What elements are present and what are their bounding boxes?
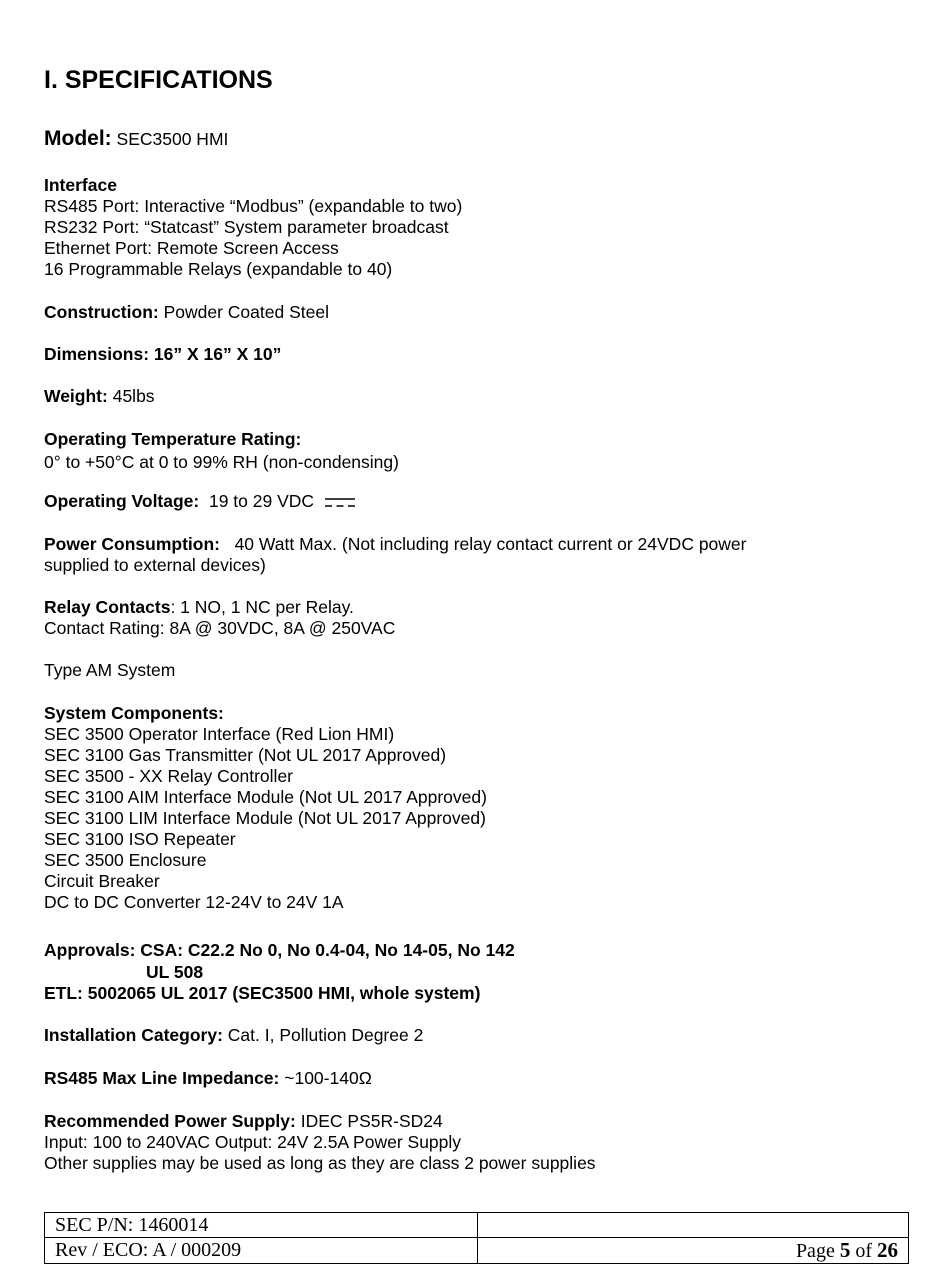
voltage-label: Operating Voltage: [44, 491, 200, 511]
power-supply-value: IDEC PS5R-SD24 [300, 1111, 443, 1131]
power-value-continued: supplied to external devices) [44, 555, 266, 575]
power-supply-line: Other supplies may be used as long as they are class 2 power supplies [44, 1153, 596, 1173]
power-supply-line: Input: 100 to 240VAC Output: 24V 2.5A Power Supply [44, 1132, 462, 1152]
interface-line: Ethernet Port: Remote Screen Access [44, 238, 339, 258]
components-label: System Components: [44, 703, 224, 723]
model-value: SEC3500 HMI [116, 129, 229, 149]
construction-row [44, 302, 329, 323]
power-label: Power Consumption: [44, 534, 220, 554]
installation-label: Installation Category: [44, 1025, 223, 1045]
type-system: Type AM System [44, 660, 176, 680]
relay-value: : 1 NO, 1 NC per Relay. [170, 597, 354, 617]
power-value: 40 Watt Max. (Not including relay contact current or 24VDC power [234, 534, 747, 554]
page-prefix: Page [795, 1240, 835, 1262]
power-supply-row [44, 1111, 443, 1132]
interface-label: Interface [44, 175, 117, 195]
component-item: SEC 3500 Enclosure [44, 850, 207, 870]
component-item: SEC 3500 Operator Interface (Red Lion HMI) [44, 724, 395, 744]
construction-label: Construction: [44, 302, 159, 322]
approvals-line: Approvals: CSA: C22.2 No 0, No 0.4-04, No 14-05, No 142 [44, 940, 515, 960]
model-label: Model: [44, 127, 112, 150]
installation-value: Cat. I, Pollution Degree 2 [227, 1025, 424, 1045]
voltage-row [44, 491, 355, 512]
interface-line: RS232 Port: “Statcast” System parameter broadcast [44, 217, 449, 237]
footer-empty-cell [478, 1213, 909, 1238]
dimensions-row [44, 344, 281, 365]
impedance-row [44, 1068, 372, 1089]
component-item: SEC 3100 LIM Interface Module (Not UL 2017 Approved) [44, 808, 486, 828]
footer-row [45, 1238, 909, 1264]
dc-symbol-icon [325, 496, 355, 508]
approvals-line: UL 508 [146, 962, 204, 982]
weight-value: 45lbs [112, 386, 155, 406]
voltage-value: 19 to 29 VDC [208, 491, 315, 511]
part-number: SEC P/N: 1460014 [45, 1213, 478, 1238]
component-item: Circuit Breaker [44, 871, 160, 891]
footer-row [45, 1213, 909, 1238]
construction-value: Powder Coated Steel [163, 302, 329, 322]
approvals-line: ETL: 5002065 UL 2017 (SEC3500 HMI, whole system) [44, 983, 481, 1003]
footer-table [44, 1212, 909, 1264]
power-row [44, 534, 747, 555]
component-item: SEC 3100 Gas Transmitter (Not UL 2017 Approved) [44, 745, 447, 765]
power-supply-label: Recommended Power Supply: [44, 1111, 296, 1131]
dimensions-label: Dimensions: [44, 344, 150, 364]
impedance-value: ~100-140Ω [284, 1068, 372, 1088]
component-item: SEC 3500 - XX Relay Controller [44, 766, 293, 786]
weight-label: Weight: [44, 386, 108, 406]
relay-row [44, 597, 354, 618]
page-total: 26 [877, 1238, 898, 1262]
page-number: 5 [839, 1238, 851, 1262]
temperature-label: Operating Temperature Rating: [44, 429, 302, 449]
revision: Rev / ECO: A / 000209 [45, 1238, 478, 1264]
page-indicator [478, 1238, 909, 1264]
component-item: DC to DC Converter 12-24V to 24V 1A [44, 892, 344, 912]
weight-row [44, 386, 155, 407]
component-item: SEC 3100 AIM Interface Module (Not UL 2017 Approved) [44, 787, 487, 807]
relay-rating: Contact Rating: 8A @ 30VDC, 8A @ 250VAC [44, 618, 396, 638]
model-row [44, 128, 228, 150]
dimensions-value: 16” X 16” X 10” [153, 344, 282, 364]
interface-line: 16 Programmable Relays (expandable to 40) [44, 259, 393, 279]
page-of: of [855, 1240, 872, 1262]
installation-row [44, 1025, 423, 1046]
page-title: I. SPECIFICATIONS [44, 66, 273, 94]
interface-line: RS485 Port: Interactive “Modbus” (expandable to two) [44, 196, 463, 216]
impedance-label: RS485 Max Line Impedance: [44, 1068, 280, 1088]
temperature-value: 0° to +50°C at 0 to 99% RH (non-condensing) [44, 452, 399, 472]
component-item: SEC 3100 ISO Repeater [44, 829, 236, 849]
relay-label: Relay Contacts [44, 597, 171, 617]
